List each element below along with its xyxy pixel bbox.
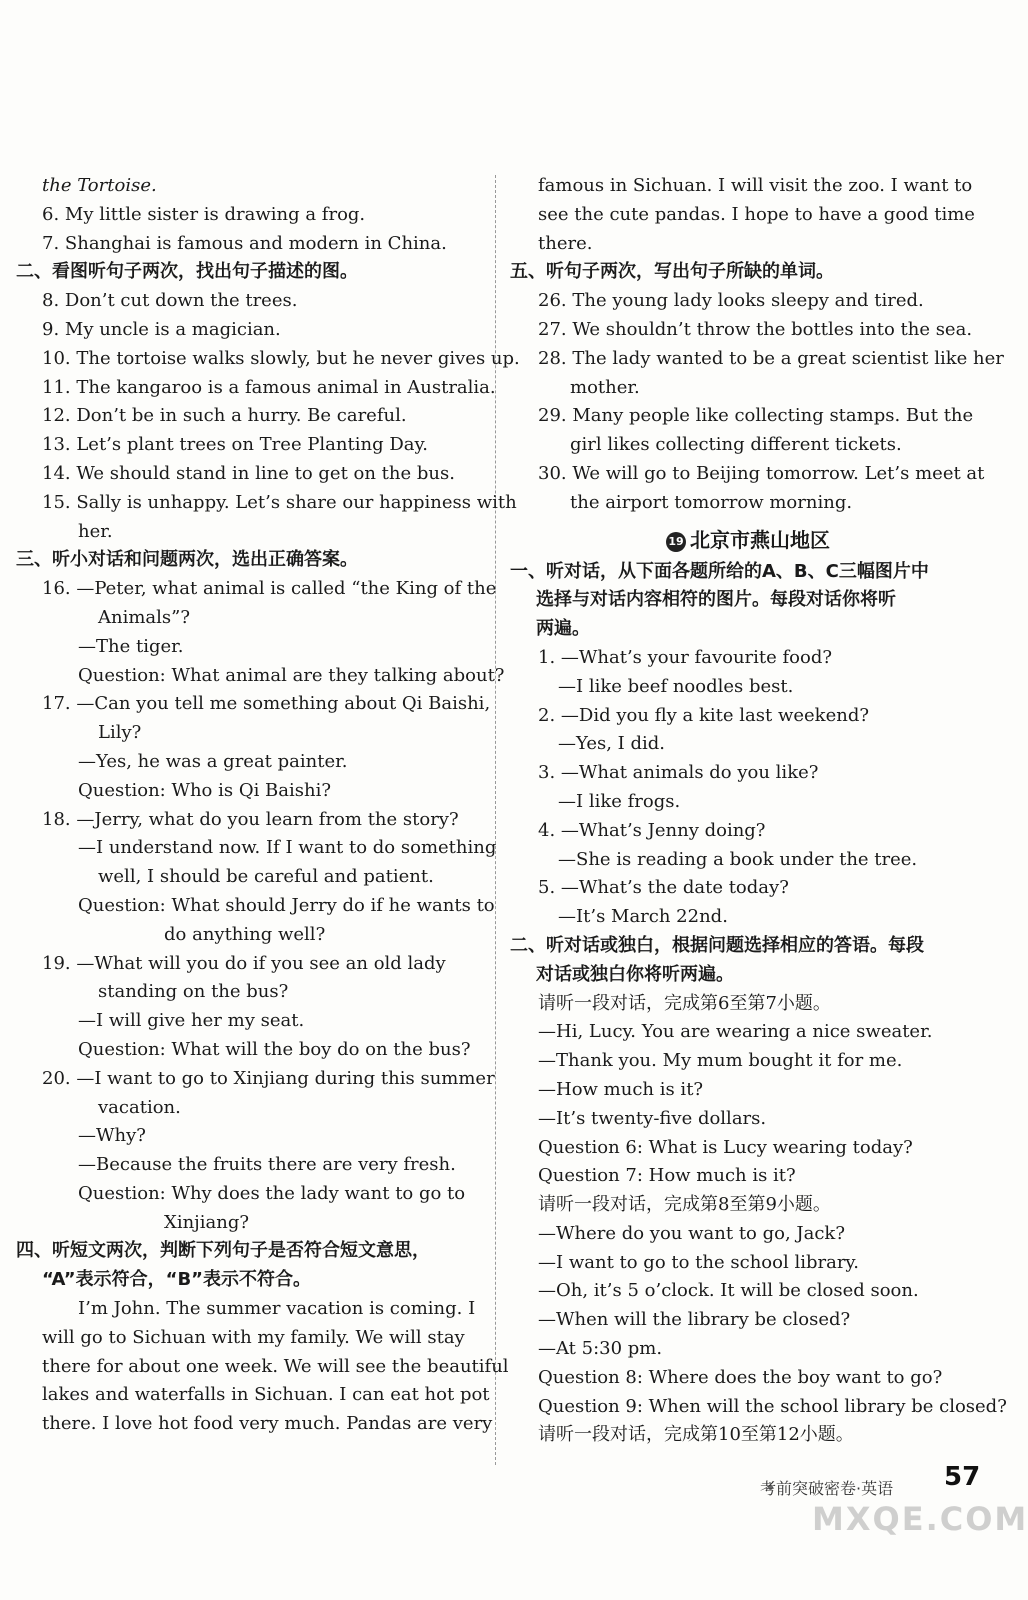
section-heading-cont: “A”表示符合，“B”表示不符合。 (42, 1269, 311, 1291)
text-line: Question: What animal are they talking about? (78, 664, 505, 686)
text-line: 13. Let’s plant trees on Tree Planting Day. (42, 434, 428, 456)
watermark: MXQE.COM (812, 1500, 1028, 1538)
text-line: 2. —Did you fly a kite last weekend? (538, 704, 869, 726)
text-line: Question: What will the boy do on the bus? (78, 1038, 471, 1060)
text-line: 8. Don’t cut down the trees. (42, 290, 298, 312)
text-line: the airport tomorrow morning. (570, 491, 853, 513)
section-number-badge: 19 (666, 532, 686, 552)
text-line: 3. —What animals do you like? (538, 762, 819, 784)
text-line: 10. The tortoise walks slowly, but he never gives up. (42, 347, 520, 369)
text-line: Question 7: How much is it? (538, 1165, 796, 1187)
section-heading: 一、听对话，从下面各题所给的A、B、C三幅图片中 (510, 560, 929, 582)
text-line: 5. —What’s the date today? (538, 877, 789, 899)
text-line: her. (78, 520, 113, 542)
text-line: Question: Who is Qi Baishi? (78, 779, 332, 801)
text-line: there for about one week. We will see the beautiful (42, 1355, 509, 1377)
text-line: —How much is it? (538, 1078, 704, 1100)
text-line: 1. —What’s your favourite food? (538, 646, 833, 668)
text-line: 30. We will go to Beijing tomorrow. Let’s meet at (538, 462, 985, 484)
section-heading-cont: 选择与对话内容相符的图片。每段对话你将听 (536, 589, 896, 611)
text-line: 27. We shouldn’t throw the bottles into the sea. (538, 318, 973, 340)
text-line: —Oh, it’s 5 o’clock. It will be closed soon. (538, 1280, 919, 1302)
section-heading-cont: 对话或独白你将听两遍。 (536, 963, 734, 985)
text-line: —It’s March 22nd. (558, 906, 728, 928)
text-line: —I like beef noodles best. (558, 675, 794, 697)
exam-section-title (510, 522, 986, 558)
text-line: there. I love hot food very much. Pandas are very (42, 1413, 493, 1435)
page-number: 57 (944, 1462, 981, 1492)
section-heading: 三、听小对话和问题两次，选出正确答案。 (16, 549, 358, 571)
text-line: —Where do you want to go, Jack? (538, 1222, 845, 1244)
text-line: —Why? (78, 1125, 146, 1147)
text-line: Animals”? (98, 606, 190, 628)
text-line: 16. —Peter, what animal is called “the King of the (42, 578, 497, 600)
text-line: —Thank you. My mum bought it for me. (538, 1050, 903, 1072)
text-line: Lily? (98, 722, 142, 744)
section-title-text: 北京市燕山地区 (690, 527, 830, 552)
text-line: Question 8: Where does the boy want to go? (538, 1366, 943, 1388)
text-line: —She is reading a book under the tree. (558, 848, 918, 870)
left-column (16, 172, 520, 1439)
right-column (510, 172, 1007, 1450)
section-heading: 四、听短文两次，判断下列句子是否符合短文意思， (16, 1240, 430, 1262)
text-line: famous in Sichuan. I will visit the zoo. I want to (538, 175, 973, 196)
text-line: girl likes collecting different tickets. (570, 434, 902, 456)
text-line: —It’s twenty-five dollars. (538, 1107, 767, 1129)
text-line: 15. Sally is unhappy. Let’s share our happiness with (42, 491, 517, 513)
text-line: —I like frogs. (558, 790, 681, 812)
text-line: I’m John. The summer vacation is coming. I (78, 1298, 476, 1320)
text-line: mother. (570, 376, 640, 398)
text-line: 18. —Jerry, what do you learn from the story? (42, 808, 459, 830)
text-line: 请听一段对话，完成第8至第9小题。 (538, 1194, 831, 1216)
text-line: 6. My little sister is drawing a frog. (42, 203, 366, 225)
text-line: —Hi, Lucy. You are wearing a nice sweater. (538, 1021, 933, 1043)
text-line: standing on the bus? (98, 981, 289, 1003)
text-line: 11. The kangaroo is a famous animal in Australia. (42, 376, 496, 398)
text-line: —Yes, I did. (558, 733, 666, 755)
text-line: 26. The young lady looks sleepy and tired. (538, 290, 924, 312)
text-line: 请听一段对话，完成第10至第12小题。 (538, 1424, 854, 1446)
text-line: —The tiger. (78, 635, 184, 657)
text-line: the Tortoise. (42, 175, 157, 196)
text-line: 20. —I want to go to Xinjiang during this summer (42, 1067, 495, 1089)
text-line: well, I should be careful and patient. (98, 866, 434, 888)
text-line: lakes and waterfalls in Sichuan. I can eat hot pot (42, 1384, 490, 1406)
text-line: 14. We should stand in line to get on the bus. (42, 462, 455, 484)
text-line: 7. Shanghai is famous and modern in China. (42, 232, 447, 254)
text-line: 29. Many people like collecting stamps. But the (538, 405, 974, 427)
text-line: Xinjiang? (164, 1211, 249, 1233)
text-line: Question: What should Jerry do if he wants to (78, 894, 495, 916)
text-line: there. (538, 232, 593, 254)
text-line: 请听一段对话，完成第6至第7小题。 (538, 992, 831, 1014)
section-heading: 五、听句子两次，写出句子所缺的单词。 (510, 261, 834, 283)
text-line: —Yes, he was a great painter. (78, 750, 348, 772)
text-line: —I will give her my seat. (78, 1010, 305, 1032)
text-line: vacation. (98, 1096, 181, 1118)
text-line: 17. —Can you tell me something about Qi Baishi, (42, 693, 491, 715)
text-line: 12. Don’t be in such a hurry. Be careful. (42, 405, 407, 427)
text-line: —I understand now. If I want to do something (78, 837, 497, 859)
section-heading-cont: 两遍。 (536, 618, 590, 640)
text-line: 9. My uncle is a magician. (42, 318, 281, 340)
text-line: 19. —What will you do if you see an old lady (42, 952, 446, 974)
text-line: 28. The lady wanted to be a great scientist like her (538, 347, 1004, 369)
text-line: will go to Sichuan with my family. We will stay (42, 1326, 465, 1348)
text-line: —Because the fruits there are very fresh. (78, 1154, 456, 1176)
text-line: —At 5:30 pm. (538, 1338, 663, 1360)
footer-book-title: 考前突破密卷·英语 (760, 1479, 894, 1498)
text-line: —I want to go to the school library. (538, 1251, 859, 1273)
text-line: 4. —What’s Jenny doing? (538, 819, 766, 841)
section-heading: 二、看图听句子两次，找出句子描述的图。 (16, 261, 358, 283)
text-line: Question 9: When will the school library be closed? (538, 1395, 1007, 1417)
section-heading: 二、听对话或独白，根据问题选择相应的答语。每段 (510, 934, 924, 956)
text-line: see the cute pandas. I hope to have a good time (538, 203, 975, 225)
text-line: Question 6: What is Lucy wearing today? (538, 1136, 913, 1158)
text-line: do anything well? (164, 923, 326, 945)
text-line: Question: Why does the lady want to go to (78, 1182, 466, 1204)
text-line: —When will the library be closed? (538, 1309, 851, 1331)
